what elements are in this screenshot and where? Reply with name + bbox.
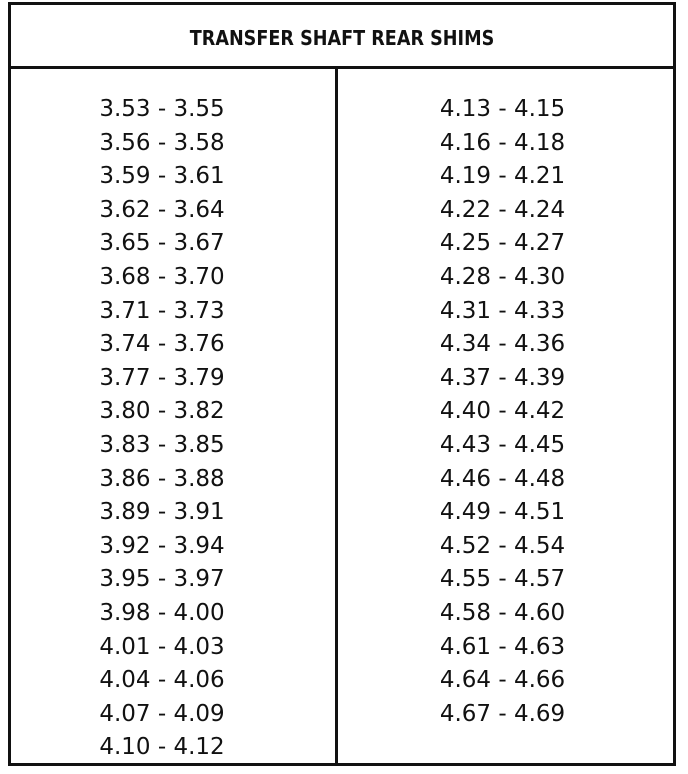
left-range-cell: 4.10 - 4.12: [99, 734, 225, 761]
right-range-cell: 4.13 - 4.15: [439, 96, 566, 122]
right-range-cell: 4.58 - 4.60: [439, 599, 566, 626]
right-range-cell: 4.16 - 4.18: [439, 129, 566, 156]
left-range-cell: 3.95 - 3.97: [99, 566, 225, 593]
right-range-cell: 4.34 - 4.36: [439, 331, 566, 358]
right-range-cell: 4.67 - 4.69: [439, 700, 566, 727]
right-range-cell: 4.25 - 4.27: [439, 230, 566, 257]
table-body: [11, 69, 673, 763]
left-column: [11, 69, 338, 763]
right-range-cell: 4.22 - 4.24: [439, 196, 566, 223]
table-header: [11, 5, 673, 69]
right-range-cell: 4.43 - 4.45: [439, 431, 566, 458]
left-range-cell: 3.83 - 3.85: [99, 431, 225, 458]
right-range-cell: 4.19 - 4.21: [439, 163, 566, 190]
left-range-cell: 3.86 - 3.88: [99, 465, 225, 492]
right-column: [338, 69, 673, 763]
right-range-cell: 4.40 - 4.42: [439, 398, 566, 425]
right-range-cell: 4.31 - 4.33: [439, 297, 566, 324]
left-range-list: [11, 69, 335, 765]
right-range-cell: 4.64 - 4.66: [439, 667, 566, 694]
right-range-cell: 4.37 - 4.39: [439, 364, 566, 391]
left-range-cell: 4.07 - 4.09: [99, 700, 225, 727]
right-range-cell: 4.46 - 4.48: [439, 465, 566, 492]
left-range-cell: 3.89 - 3.91: [99, 499, 225, 526]
left-range-cell: 3.98 - 4.00: [99, 599, 225, 626]
left-range-cell: 3.62 - 3.64: [99, 196, 225, 223]
left-range-cell: 3.77 - 3.79: [99, 364, 225, 391]
right-range-cell: 4.28 - 4.30: [439, 263, 566, 290]
right-range-cell: 4.52 - 4.54: [439, 532, 566, 559]
left-range-cell: 3.53 - 3.55: [99, 96, 225, 122]
right-range-list: [338, 69, 673, 731]
left-range-cell: 3.56 - 3.58: [99, 129, 225, 156]
left-range-cell: 3.65 - 3.67: [99, 230, 225, 257]
left-range-cell: 3.71 - 3.73: [99, 297, 225, 324]
left-range-cell: 3.59 - 3.61: [99, 163, 225, 190]
shim-table: [8, 2, 676, 766]
left-range-cell: 3.74 - 3.76: [99, 331, 225, 358]
left-range-cell: 3.68 - 3.70: [99, 263, 225, 290]
left-range-cell: 4.01 - 4.03: [99, 633, 225, 660]
right-range-cell: 4.49 - 4.51: [439, 499, 566, 526]
left-range-cell: 3.92 - 3.94: [99, 532, 225, 559]
left-range-cell: 4.04 - 4.06: [99, 667, 225, 694]
right-range-cell: 4.55 - 4.57: [439, 566, 566, 593]
right-range-cell: 4.61 - 4.63: [439, 633, 566, 660]
table-title: TRANSFER SHAFT REAR SHIMS: [189, 25, 495, 50]
left-range-cell: 3.80 - 3.82: [99, 398, 225, 425]
